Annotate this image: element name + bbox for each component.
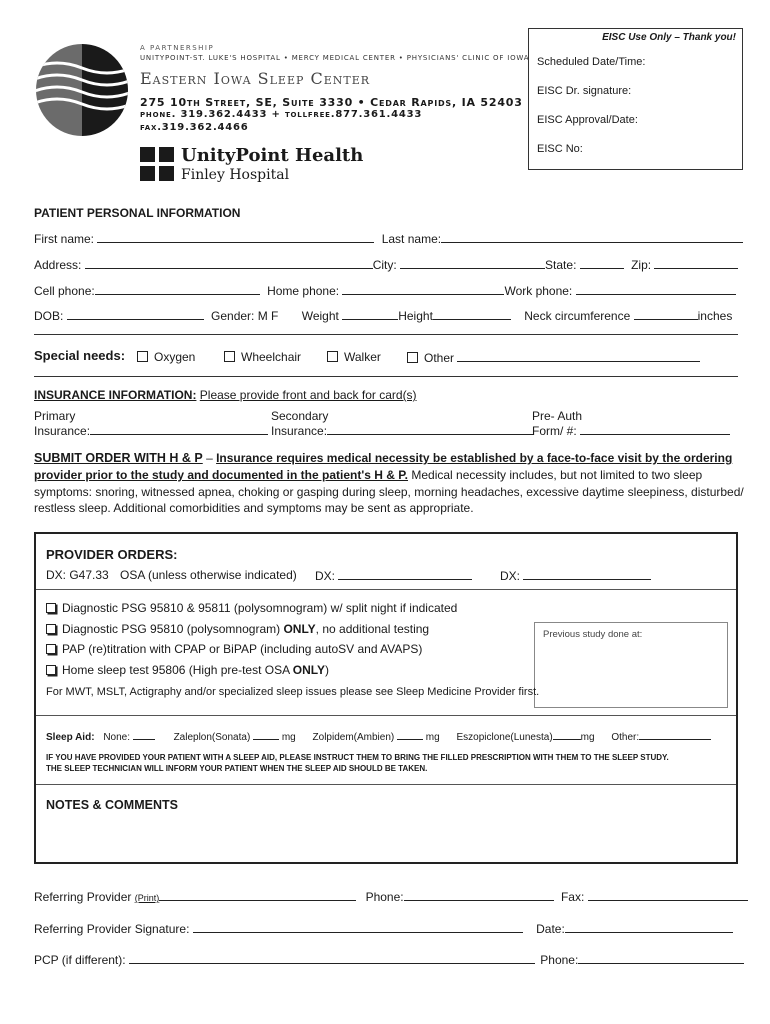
address-label: Address: bbox=[34, 258, 82, 272]
preauth-label1: Pre- Auth bbox=[532, 409, 583, 423]
height-label: Height bbox=[398, 309, 433, 323]
referral-phone-field[interactable] bbox=[404, 889, 554, 901]
zolpidem-mg: mg bbox=[425, 732, 440, 743]
referral-fax-field[interactable] bbox=[588, 889, 748, 901]
dx2-label: DX: bbox=[315, 569, 336, 583]
unitypoint-name: UnityPoint Health bbox=[181, 145, 364, 166]
sleep-aid-note-2: THE SLEEP TECHNICIAN WILL INFORM YOUR PATIENT WHEN THE SLEEP AID SHOULD BE TAKEN. bbox=[46, 764, 428, 773]
divider bbox=[36, 784, 736, 785]
referring-provider-row bbox=[34, 889, 748, 904]
height-field[interactable] bbox=[433, 308, 511, 320]
preauth-label2: Form/ #: bbox=[532, 424, 577, 438]
order-option-3[interactable] bbox=[46, 642, 422, 656]
insurance-title: INSURANCE INFORMATION: bbox=[34, 388, 197, 402]
personal-info-title: PATIENT PERSONAL INFORMATION bbox=[34, 206, 241, 220]
pcp-row bbox=[34, 952, 744, 967]
state-label: State: bbox=[545, 258, 577, 272]
special-needs-label: Special needs: bbox=[34, 348, 126, 363]
neck-label: Neck circumference bbox=[524, 309, 631, 323]
preauth-row bbox=[532, 423, 730, 438]
submit-line-1 bbox=[34, 451, 732, 465]
wheelchair-label: Wheelchair bbox=[241, 350, 302, 364]
order4-only: ONLY bbox=[292, 663, 326, 677]
referral-date-field[interactable] bbox=[565, 921, 733, 933]
eisc-number[interactable]: EISC No: bbox=[537, 143, 583, 155]
eisc-box-title: EISC Use Only – Thank you! bbox=[602, 32, 736, 43]
wheelchair-checkbox[interactable] bbox=[224, 351, 235, 362]
partnership-label: A PARTNERSHIP bbox=[140, 44, 215, 52]
submit-line-3: symptoms: snoring, witnessed apnea, choking or gasping during sleep, morning headaches, excessive daytime sleepiness, disturbed/ bbox=[34, 485, 744, 499]
dx2-row bbox=[315, 568, 472, 583]
sleep-center-logo bbox=[32, 40, 132, 140]
eszopiclone-mg: mg bbox=[580, 732, 595, 743]
wheelchair-option[interactable] bbox=[224, 350, 301, 364]
center-name: Eastern Iowa Sleep Center bbox=[140, 69, 371, 88]
center-phone: phone. 319.362.4433 + tollfree.877.361.4433 bbox=[140, 109, 423, 120]
print-label: (Print) bbox=[134, 893, 160, 903]
referring-signature-row bbox=[34, 921, 733, 936]
referral-fax-label: Fax: bbox=[560, 890, 585, 904]
order2-label: Diagnostic PSG 95810 (polysomnogram) bbox=[62, 622, 284, 636]
submit-line2-underlined: provider prior to the study and documented in the patient's H & P. bbox=[34, 468, 409, 482]
last-name-field[interactable] bbox=[441, 231, 743, 243]
eisc-use-box bbox=[528, 28, 743, 170]
first-name-field[interactable] bbox=[97, 231, 374, 243]
secondary-insurance-label2: Insurance: bbox=[271, 424, 328, 438]
work-phone-label: Work phone: bbox=[504, 284, 573, 298]
submit-title: SUBMIT ORDER WITH H & P bbox=[34, 451, 203, 465]
order3-label: PAP (re)titration with CPAP or BiPAP (including autoSV and AVAPS) bbox=[62, 642, 423, 656]
dob-field[interactable] bbox=[67, 308, 204, 320]
other-aid-label: Other: bbox=[611, 732, 640, 743]
home-phone-label: Home phone: bbox=[267, 284, 340, 298]
dx3-label: DX: bbox=[500, 569, 521, 583]
city-label: City: bbox=[372, 258, 397, 272]
center-address: 275 10th Street, SE, Suite 3330 • Cedar Rapids, IA 52403 bbox=[140, 96, 523, 109]
primary-insurance-label2: Insurance: bbox=[34, 424, 91, 438]
partner-hospitals: UNITYPOINT-ST. LUKE'S HOSPITAL • MERCY MEDICAL CENTER • PHYSICIANS' CLINIC OF IOWA bbox=[140, 54, 530, 62]
divider bbox=[34, 376, 738, 377]
first-name-label: First name: bbox=[34, 232, 95, 246]
eisc-scheduled[interactable]: Scheduled Date/Time: bbox=[537, 56, 646, 68]
dx3-field[interactable] bbox=[523, 568, 651, 580]
osa-label: OSA (unless otherwise indicated) bbox=[120, 568, 297, 582]
sleep-aid-note-1: IF YOU HAVE PROVIDED YOUR PATIENT WITH A SLEEP AID, PLEASE INSTRUCT THEM TO BRING THE FILLED PRESCRIPTION WITH THEM TO THE SLEEP STUDY. bbox=[46, 753, 669, 762]
walker-checkbox[interactable] bbox=[327, 351, 338, 362]
submit-line2-text: Medical necessity includes, but not limited to two sleep bbox=[408, 468, 703, 482]
order1-checkbox[interactable] bbox=[46, 603, 56, 613]
divider bbox=[36, 589, 736, 590]
insurance-subtitle: Please provide front and back for card(s) bbox=[199, 388, 417, 402]
eszopiclone-label: Eszopiclone(Lunesta) bbox=[456, 732, 553, 743]
sleep-aid-row bbox=[46, 730, 711, 743]
zaleplon-mg: mg bbox=[281, 732, 296, 743]
primary-insurance-label1: Primary bbox=[34, 409, 76, 423]
dx2-field[interactable] bbox=[338, 568, 472, 580]
first-name-row bbox=[34, 231, 743, 246]
referring-signature-field[interactable] bbox=[193, 921, 523, 933]
pcp-phone-field[interactable] bbox=[578, 952, 744, 964]
eisc-approval[interactable]: EISC Approval/Date: bbox=[537, 114, 638, 126]
secondary-insurance-field[interactable] bbox=[327, 423, 533, 435]
pcp-label: PCP (if different): bbox=[34, 953, 126, 967]
order1-label: Diagnostic PSG 95810 & 95811 (polysomnogram) w/ split night if indicated bbox=[62, 601, 458, 615]
oxygen-option[interactable] bbox=[137, 350, 195, 364]
dx-code: DX: G47.33 bbox=[46, 568, 109, 582]
other-label: Other bbox=[424, 351, 455, 365]
preauth-field[interactable] bbox=[580, 423, 730, 435]
previous-study-box[interactable] bbox=[534, 622, 728, 708]
pcp-field[interactable] bbox=[129, 952, 535, 964]
dob-label: DOB: bbox=[34, 309, 64, 323]
primary-insurance-row bbox=[34, 423, 268, 438]
other-checkbox[interactable] bbox=[407, 352, 418, 363]
order2-only: ONLY bbox=[283, 622, 316, 636]
zolpidem-field[interactable] bbox=[397, 730, 423, 740]
pcp-phone-label: Phone: bbox=[540, 953, 579, 967]
address-field[interactable] bbox=[85, 257, 373, 269]
weight-label: Weight bbox=[301, 309, 339, 323]
cell-phone-label: Cell phone: bbox=[34, 284, 95, 298]
zip-field[interactable] bbox=[654, 257, 738, 269]
finley-hospital: Finley Hospital bbox=[181, 167, 290, 183]
walker-option[interactable] bbox=[327, 350, 381, 364]
divider bbox=[34, 334, 738, 335]
insurance-title-row bbox=[34, 388, 417, 402]
order4-checkbox[interactable] bbox=[46, 665, 56, 675]
secondary-insurance-label1: Secondary bbox=[271, 409, 329, 423]
zolpidem-label: Zolpidem(Ambien) bbox=[312, 732, 395, 743]
order2-suffix: , no additional testing bbox=[315, 622, 430, 636]
referral-phone-label: Phone: bbox=[365, 890, 404, 904]
order4-suffix: ) bbox=[325, 663, 330, 677]
sleep-aid-none-field[interactable] bbox=[133, 730, 155, 740]
previous-study-label: Previous study done at: bbox=[543, 629, 643, 640]
home-phone-field[interactable] bbox=[342, 283, 504, 295]
order4-label: Home sleep test 95806 (High pre-test OSA bbox=[62, 663, 293, 677]
gender-label[interactable]: Gender: M F bbox=[211, 309, 279, 323]
referring-provider-label: Referring Provider bbox=[34, 890, 132, 904]
state-field[interactable] bbox=[580, 257, 624, 269]
order-option-1[interactable] bbox=[46, 601, 457, 615]
primary-insurance-field[interactable] bbox=[90, 423, 268, 435]
order2-checkbox[interactable] bbox=[46, 624, 56, 634]
address-row bbox=[34, 257, 738, 272]
last-name-label: Last name: bbox=[381, 232, 442, 246]
zaleplon-field[interactable] bbox=[253, 730, 279, 740]
divider bbox=[36, 715, 736, 716]
referring-signature-label: Referring Provider Signature: bbox=[34, 922, 190, 936]
unitypoint-logo-icon bbox=[140, 147, 174, 181]
phone-row bbox=[34, 283, 736, 298]
order-option-4[interactable] bbox=[46, 663, 329, 677]
weight-field[interactable] bbox=[342, 308, 398, 320]
oxygen-label: Oxygen bbox=[154, 350, 196, 364]
provider-orders-title: PROVIDER ORDERS: bbox=[46, 547, 178, 562]
dx3-row bbox=[500, 568, 651, 583]
zip-label: Zip: bbox=[631, 258, 652, 272]
city-field[interactable] bbox=[400, 257, 545, 269]
submit-line1-text: Insurance requires medical necessity be established by a face-to-face visit by the ordering bbox=[216, 451, 733, 465]
work-phone-field[interactable] bbox=[576, 283, 736, 295]
oxygen-checkbox[interactable] bbox=[137, 351, 148, 362]
sleep-aid-label: Sleep Aid: bbox=[46, 732, 95, 743]
secondary-insurance-row bbox=[271, 423, 533, 438]
zaleplon-label: Zaleplon(Sonata) bbox=[173, 732, 251, 743]
neck-field[interactable] bbox=[634, 308, 698, 320]
dob-row bbox=[34, 308, 732, 323]
submit-line-2 bbox=[34, 468, 702, 482]
provider-orders-box bbox=[34, 532, 738, 864]
walker-label: Walker bbox=[344, 350, 381, 364]
referring-provider-field[interactable] bbox=[159, 889, 356, 901]
order-option-2[interactable] bbox=[46, 622, 429, 636]
submit-dash: – bbox=[202, 451, 217, 465]
orders-footnote: For MWT, MSLT, Actigraphy and/or specialized sleep issues please see Sleep Medicine Provider first. bbox=[46, 686, 540, 698]
other-aid-field[interactable] bbox=[639, 730, 711, 740]
eisc-dr-signature[interactable]: EISC Dr. signature: bbox=[537, 85, 632, 97]
center-fax: fax.319.362.4466 bbox=[140, 122, 249, 133]
sleep-aid-none: None: bbox=[103, 732, 130, 743]
referral-date-label: Date: bbox=[536, 922, 565, 936]
cell-phone-field[interactable] bbox=[95, 283, 260, 295]
submit-line-4: restless sleep. Additional comorbidities and symptoms may be sent as appropriate. bbox=[34, 501, 474, 515]
eszopiclone-field[interactable] bbox=[553, 730, 581, 740]
order3-checkbox[interactable] bbox=[46, 644, 56, 654]
inches-label: inches bbox=[697, 309, 733, 323]
other-option[interactable] bbox=[407, 350, 700, 365]
other-field[interactable] bbox=[457, 350, 700, 362]
notes-title: NOTES & COMMENTS bbox=[46, 798, 178, 812]
special-needs-row bbox=[34, 348, 125, 363]
notes-area[interactable] bbox=[36, 818, 736, 860]
